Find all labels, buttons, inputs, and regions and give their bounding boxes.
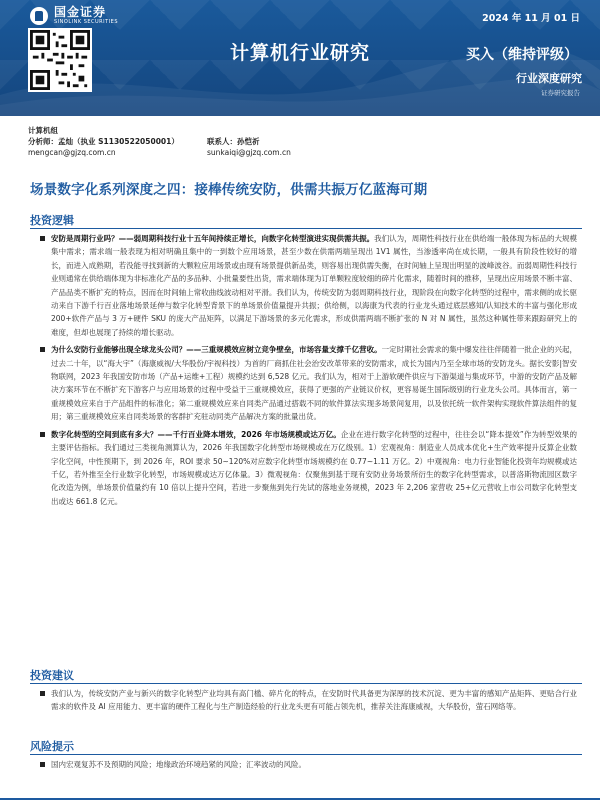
section-divider <box>30 683 582 684</box>
analyst-block <box>28 125 291 158</box>
section-divider <box>30 228 582 229</box>
section-title-risk: 风险提示 <box>30 740 74 753</box>
report-date: 2024 年 11 月 01 日 <box>482 13 580 24</box>
analyst-name: 分析师：孟灿（执业 S1130522050001） <box>28 137 179 146</box>
bullet-body: 一定时期社会需求的集中爆发往往伴随着一批企业的兴起，过去二十年，以“海大宇”（海康威视/大华股份/宇视科技）为首的厂商抓住社会治安改革带来的安防需求，成长为国内乃至全球市场的安防龙头。据长安影|智安物联网，2023 年我国安防市场（产品+运维+工程）规模约达到 6,528 亿元。我们认为，相对于上游软硬件供应与下游渠道与集成环节，中游的安防产品及解决方案环节在不断扩充下游客户与应用场景的过程中受益于三重规模效应，获得了更强的产业链议价权，更容易诞生国际级别的行业龙头公司。具体而言，第一重规模效应来自于产品组件的标准化；第二重规模效应来自同类产品通过搭载不同的软件算法实现多场景间复用，以及依托统一软件架构实现软件算法组件的复用；第三重规模效应来自同类场景的客群扩充驻动同类产品解决方案的批量出货。 <box>51 345 578 422</box>
bullet-body: 企业在进行数字化转型的过程中，往往会以“降本提效”作为转型效果的主要评估指标。我们通过三类视角测算认为，2026 年我国数字化转型市场规模或在万亿级别。1）宏观视角：制造业人员成本优化+生产效率提升反算企业数字化空间，中性预期下，到 2026 年，ROI 要求 50~120%对应数字化转型市场规模约在 0.77~1.11 万亿。2）中观视角：电力行业智能化投资年均规模或达千亿，若外推至全行业数字化转型，市场规模或达万亿体量。3）微观视角：仅聚焦到基于现有安防业务场景所衍生的数字化转型需求，以普洛斯物流园区数字化改造为例，单场景价值量约有 10 倍以上提升空间，若进一步聚焦到先行先试的落地业务规模，2023 年 2,206 家营收 25+亿元营收上市公司数字化转型支出或达 661.8 亿元。 <box>51 429 577 506</box>
bullet-body: 国内宏观复苏不及预期的风险；地缘政治环境趋紧的风险；汇率波动的风险。 <box>51 760 306 769</box>
bullet-body: 我们认为，周期性科技行业在供给端一般体现为标品的大规模集中需求；需求端一般表现为相对明确且集中的一到数个应用场景，甚至少数在供需两端呈现出 1V1 属性，当渗透率尚在成长期，一般具有阶段性较好的增长，而进入成熟期，若没能寻找到新的大颗粒应用场景或由现有场景提供新品类，则容易出现供需失衡，在时间轴上呈现出明显的波峰波谷。而弱周期性科技行业则通常在供给端体现为非标准化产品的多品种、小批量要性出货，需求端体现为订单颗粒度较细的碎片化需求，随着时间的推移，呈现出应用场景不断丰富、产品品类不断扩充的特点，因而在时间轴上常收曲线波动相对平滑。我们认为，传统安防为弱周期科技行业，现阶段在向数字化转型的过程中，需求侧的成长驱动来自下游千行百业落地场景延伸与数字化转型背景下的单场景价值量提升共振；供给侧，以海康为代表的行业龙头通过底层感知/认知技术的丰富与强化形成 200+软件产品与 3 万+硬件 SKU 的庞大产品矩阵，以满足下游场景的多元化需求，形成供需两端不断扩张的 N 对 N 属性，虽然这种属性带来跟踪研究上的难度，但却也展现了持续的增长驱动。 <box>51 234 578 337</box>
team-name: 计算机组 <box>28 126 58 135</box>
industry-title: 计算机行业研究 <box>229 42 370 64</box>
logo-name-cn: 国金证券 <box>54 5 107 19</box>
bullet-lead: 安防是周期行业吗？——弱周期科技行业十五年间持续正增长，向数字化转型演进实现供需共振。 <box>51 234 375 243</box>
bullet-body: 我们认为，传统安防产业与新兴的数字化转型产业均具有高门槛、碎片化的特点，在安防时代具备更为深厚的技术沉淀、更为丰富的感知产品矩阵、更贴合行业需求的软件及 AI 应用能力、更丰富的硬件工程化与生产制造经验的行业龙头更有可能占领先机，推荐关注海康威视，大华股份，萤石网络等。 <box>51 689 577 712</box>
section-divider <box>30 754 582 755</box>
analyst-email[interactable]: mengcan@gjzq.com.cn <box>28 148 116 157</box>
contact-email[interactable]: sunkaiqi@gjzq.com.cn <box>207 148 291 157</box>
logo-name-en: SINOLINK SECURITIES <box>54 19 118 25</box>
advice-list <box>40 687 577 714</box>
bullet-paragraph <box>40 687 577 714</box>
report-subtype: 证券研究报告 <box>541 89 580 97</box>
rating: 买入（维持评级） <box>466 47 578 63</box>
contact-name: 联系人：孙恺祈 <box>207 137 260 146</box>
section-title-logic: 投资逻辑 <box>30 214 74 227</box>
bullet-paragraph <box>40 758 577 771</box>
section-title-advice: 投资建议 <box>30 669 74 682</box>
bullet-lead: 为什么安防行业能够出现全球龙头公司？——三重规模效应树立竞争壁垒，市场容量支撑千亿营收。 <box>51 345 382 355</box>
logic-list <box>40 232 577 508</box>
company-logo <box>30 6 118 26</box>
report-type: 行业深度研究 <box>516 72 582 85</box>
header-banner <box>0 0 600 116</box>
logo-icon <box>30 7 48 25</box>
bullet-paragraph <box>40 232 577 339</box>
bullet-paragraph <box>40 428 577 508</box>
bullet-lead: 数字化转型的空间到底有多大？——千行百业降本增效，2026 年市场规模或达万亿。 <box>51 429 341 439</box>
risk-list <box>40 758 577 771</box>
bullet-paragraph <box>40 343 577 423</box>
report-headline: 场景数字化系列深度之四：接棒传统安防，供需共振万亿蓝海可期 <box>30 182 428 198</box>
